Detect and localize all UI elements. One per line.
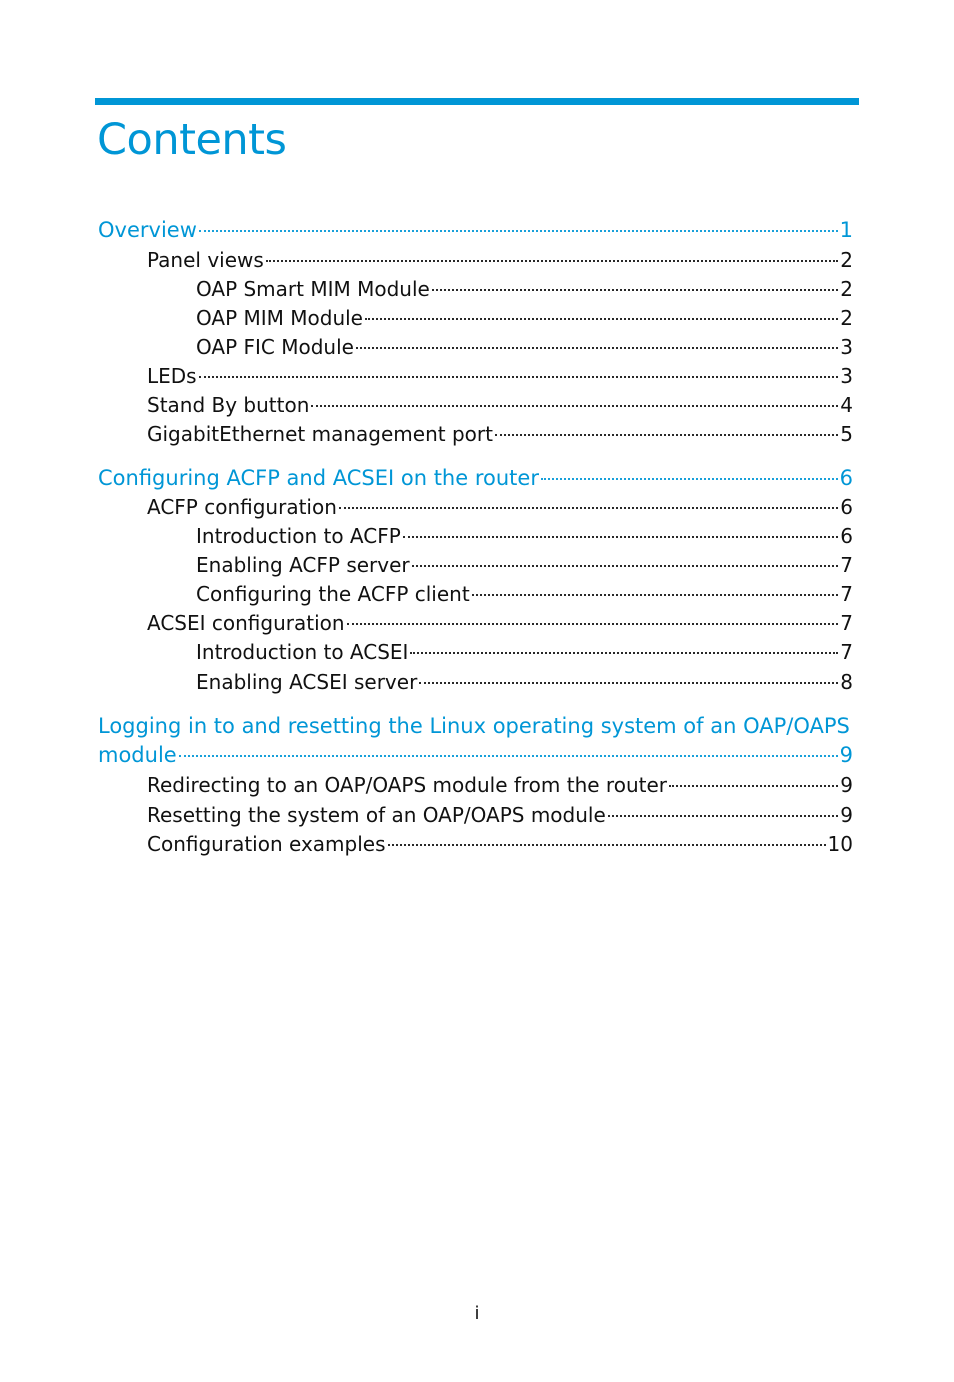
toc-label: OAP MIM Module	[196, 306, 363, 330]
toc-label: ACSEI configuration	[147, 611, 345, 635]
toc-leader	[432, 289, 838, 291]
toc-leader	[669, 785, 838, 787]
toc-page-number: 6	[840, 524, 853, 548]
toc-label: LEDs	[147, 364, 197, 388]
toc-entry-panel-views[interactable]	[147, 246, 853, 274]
toc-leader	[419, 682, 838, 684]
toc-page-number: 9	[840, 803, 853, 827]
toc-label: Configuring the ACFP client	[196, 582, 470, 606]
toc-leader	[608, 815, 838, 817]
toc-entry-acsei-configuration[interactable]	[147, 609, 853, 637]
toc-page-number: 5	[840, 422, 853, 446]
toc-entry-stand-by-button[interactable]	[147, 391, 853, 419]
toc-leader	[365, 318, 838, 320]
toc-leader	[410, 652, 838, 654]
toc-label: Redirecting to an OAP/OAPS module from the router	[147, 773, 667, 797]
toc-page-number: 10	[827, 832, 853, 856]
toc-leader	[311, 405, 838, 407]
toc-leader	[403, 536, 839, 538]
toc-leader	[541, 478, 838, 480]
toc-label: ACFP configuration	[147, 495, 337, 519]
footer-page-number: i	[474, 1303, 480, 1324]
toc-page-number: 1	[839, 218, 853, 242]
toc-leader	[199, 376, 839, 378]
toc-leader	[339, 507, 838, 509]
toc-leader	[388, 844, 826, 846]
toc-page-number: 2	[840, 277, 853, 301]
toc-page-number: 3	[840, 335, 853, 359]
toc-entry-overview[interactable]	[98, 216, 853, 244]
toc-entry-enabling-acfp-server[interactable]	[196, 551, 853, 579]
toc-leader	[356, 347, 838, 349]
toc-entry-redirecting-to-oap[interactable]	[147, 771, 853, 799]
toc-label: OAP Smart MIM Module	[196, 277, 430, 301]
toc-label: Enabling ACSEI server	[196, 670, 418, 694]
toc-entry-configuring-acfp-acsei[interactable]	[98, 464, 853, 492]
toc-leader	[472, 594, 839, 596]
toc-page-number: 7	[840, 553, 853, 577]
toc-leader	[495, 434, 838, 436]
toc-page-number: 4	[840, 393, 853, 417]
toc-leader	[347, 623, 839, 625]
toc-entry-configuration-examples[interactable]	[147, 830, 853, 858]
toc-entry-introduction-to-acsei[interactable]	[196, 638, 853, 666]
toc-label: GigabitEthernet management port	[147, 422, 493, 446]
toc-label: Introduction to ACSEI	[196, 640, 409, 664]
toc-label: OAP FIC Module	[196, 335, 354, 359]
toc-entry-logging-in-line1[interactable]: Logging in to and resetting the Linux operating system of an OAP/OAPS	[98, 714, 850, 738]
toc-leader	[179, 755, 838, 757]
toc-entry-enabling-acsei-server[interactable]	[196, 668, 853, 696]
toc-page-number: 7	[840, 582, 853, 606]
toc-page-number: 8	[840, 670, 853, 694]
page-title: Contents	[97, 115, 287, 165]
toc-leader	[412, 565, 839, 567]
toc-page-number: 7	[840, 611, 853, 635]
toc-entry-resetting-oap-system[interactable]	[147, 801, 853, 829]
toc-leader	[266, 260, 838, 262]
toc-leader	[199, 230, 838, 232]
toc-label: Enabling ACFP server	[196, 553, 410, 577]
toc-entry-logging-in-line2[interactable]	[98, 741, 853, 769]
toc-page-number: 2	[840, 306, 853, 330]
toc-entry-configuring-acfp-client[interactable]	[196, 580, 853, 608]
toc-label: module	[98, 743, 177, 767]
toc-label: Configuration examples	[147, 832, 386, 856]
toc-entry-gigabitethernet-management-port[interactable]	[147, 420, 853, 448]
toc-label: Resetting the system of an OAP/OAPS module	[147, 803, 606, 827]
toc-page-number: 3	[840, 364, 853, 388]
toc-page-number: 2	[840, 248, 853, 272]
toc-page-number: 6	[839, 466, 853, 490]
toc-entry-acfp-configuration[interactable]	[147, 493, 853, 521]
title-rule	[95, 98, 859, 105]
toc-page-number: 7	[840, 640, 853, 664]
toc-entry-oap-mim-module[interactable]	[196, 304, 853, 332]
toc-label: Introduction to ACFP	[196, 524, 401, 548]
toc-page-number: 9	[839, 743, 853, 767]
toc-label: Configuring ACFP and ACSEI on the router	[98, 466, 539, 490]
toc-entry-oap-smart-mim-module[interactable]	[196, 275, 853, 303]
toc-label: Panel views	[147, 248, 264, 272]
toc-page-number: 6	[840, 495, 853, 519]
toc-entry-leds[interactable]	[147, 362, 853, 390]
toc-label: Stand By button	[147, 393, 310, 417]
toc-label: Overview	[98, 218, 197, 242]
toc-entry-introduction-to-acfp[interactable]	[196, 522, 853, 550]
toc-page-number: 9	[840, 773, 853, 797]
toc-entry-oap-fic-module[interactable]	[196, 333, 853, 361]
